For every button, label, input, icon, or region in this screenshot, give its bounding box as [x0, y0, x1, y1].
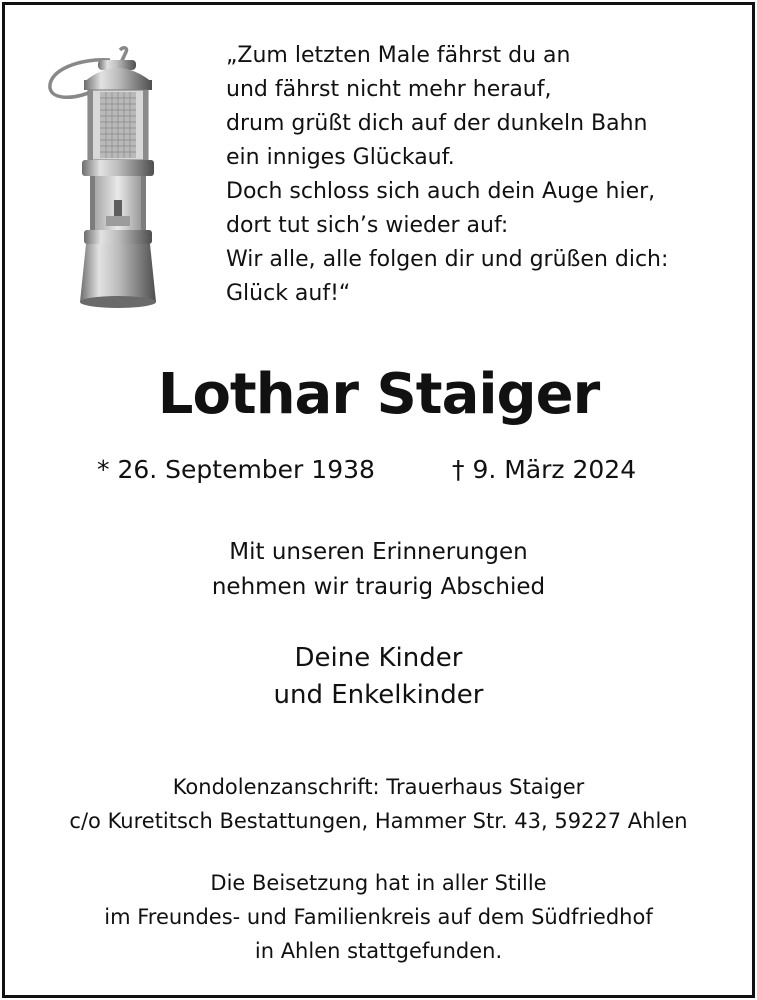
miner-lamp-icon [40, 40, 170, 315]
burial-line: im Freundes- und Familienkreis auf dem Südfriedhof [104, 905, 653, 929]
family-line: Deine Kinder [294, 643, 463, 673]
condolence-line: c/o Kuretitsch Bestattungen, Hammer Str. 43, 59227 Ahlen [69, 809, 688, 833]
life-dates [0, 455, 757, 489]
death-date: † 9. März 2024 [452, 455, 637, 484]
burial-info [0, 866, 757, 968]
farewell-line: nehmen wir traurig Abschied [211, 574, 546, 600]
poem-line: Doch schloss sich auch dein Auge hier, [226, 179, 656, 204]
birth-date: * 26. September 1938 [97, 455, 375, 484]
deceased-name: Lothar Staiger [157, 362, 600, 427]
condolence-address [0, 770, 757, 838]
poem-line: „Zum letzten Male fährst du an [226, 43, 571, 68]
poem-line: Glück auf!“ [226, 281, 351, 306]
burial-line: in Ahlen stattgefunden. [254, 939, 503, 963]
poem-line: und fährst nicht mehr herauf, [226, 77, 552, 102]
farewell-text [0, 535, 757, 605]
burial-line: Die Beisetzung hat in aller Stille [210, 871, 547, 895]
poem [226, 39, 726, 311]
poem-line: Wir alle, alle folgen dir und grüßen dich: [226, 247, 669, 272]
poem-line: ein inniges Glückauf. [226, 145, 455, 170]
family-line: und Enkelkinder [273, 680, 484, 710]
farewell-line: Mit unseren Erinnerungen [229, 539, 528, 565]
poem-line: drum grüßt dich auf der dunkeln Bahn [226, 111, 648, 136]
condolence-line: Kondolenzanschrift: Trauerhaus Staiger [172, 775, 585, 799]
poem-line: dort tut sich’s wieder auf: [226, 213, 509, 238]
family-signature [0, 640, 757, 714]
